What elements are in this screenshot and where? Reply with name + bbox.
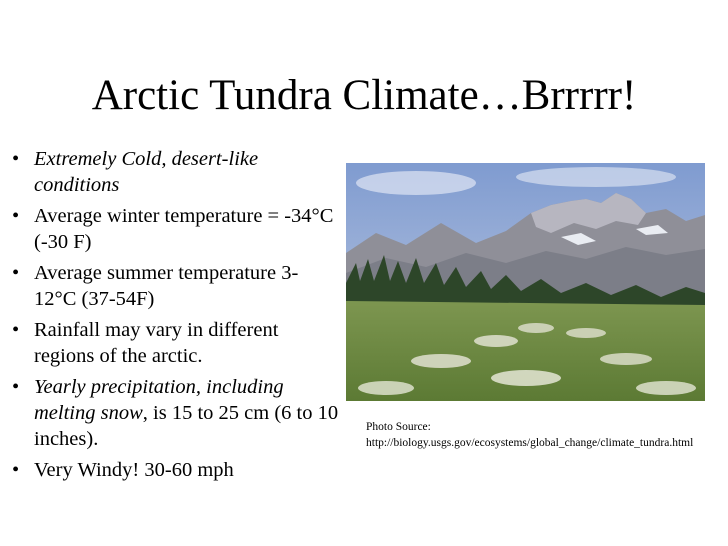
bullet-list: [10, 146, 340, 488]
mountain-landscape-photo-icon: [346, 163, 705, 401]
bullet-item: [10, 457, 340, 483]
bullet-item: [10, 260, 340, 312]
bullet-text: Rainfall may vary in different regions of the arctic.: [34, 319, 279, 367]
bullet-text: Very Windy! 30-60 mph: [34, 459, 234, 481]
bullet-italic-text: Yearly precipitation, including melting snow: [34, 376, 284, 424]
bullet-text: , is 15 to 25 cm (6 to 10 inches).: [34, 402, 339, 450]
photo-source-url: http://biology.usgs.gov/ecosystems/global_change/climate_tundra.html: [366, 437, 694, 449]
bullet-item: [10, 146, 340, 198]
photo-source-label: Photo Source:: [366, 421, 431, 433]
photo-source-caption: [366, 419, 711, 451]
bullet-text: Average winter temperature = -34°C (-30 F): [34, 205, 334, 253]
bullet-item: [10, 203, 340, 255]
bullet-italic-text: Extremely Cold, desert-like conditions: [34, 148, 259, 196]
bullet-text: Average summer temperature 3-12°C (37-54F): [34, 262, 299, 310]
slide-title: Arctic Tundra Climate…Brrrrr!: [91, 72, 637, 119]
bullet-item: [10, 317, 340, 369]
bullet-item: [10, 374, 340, 452]
tundra-photo: [346, 163, 705, 401]
